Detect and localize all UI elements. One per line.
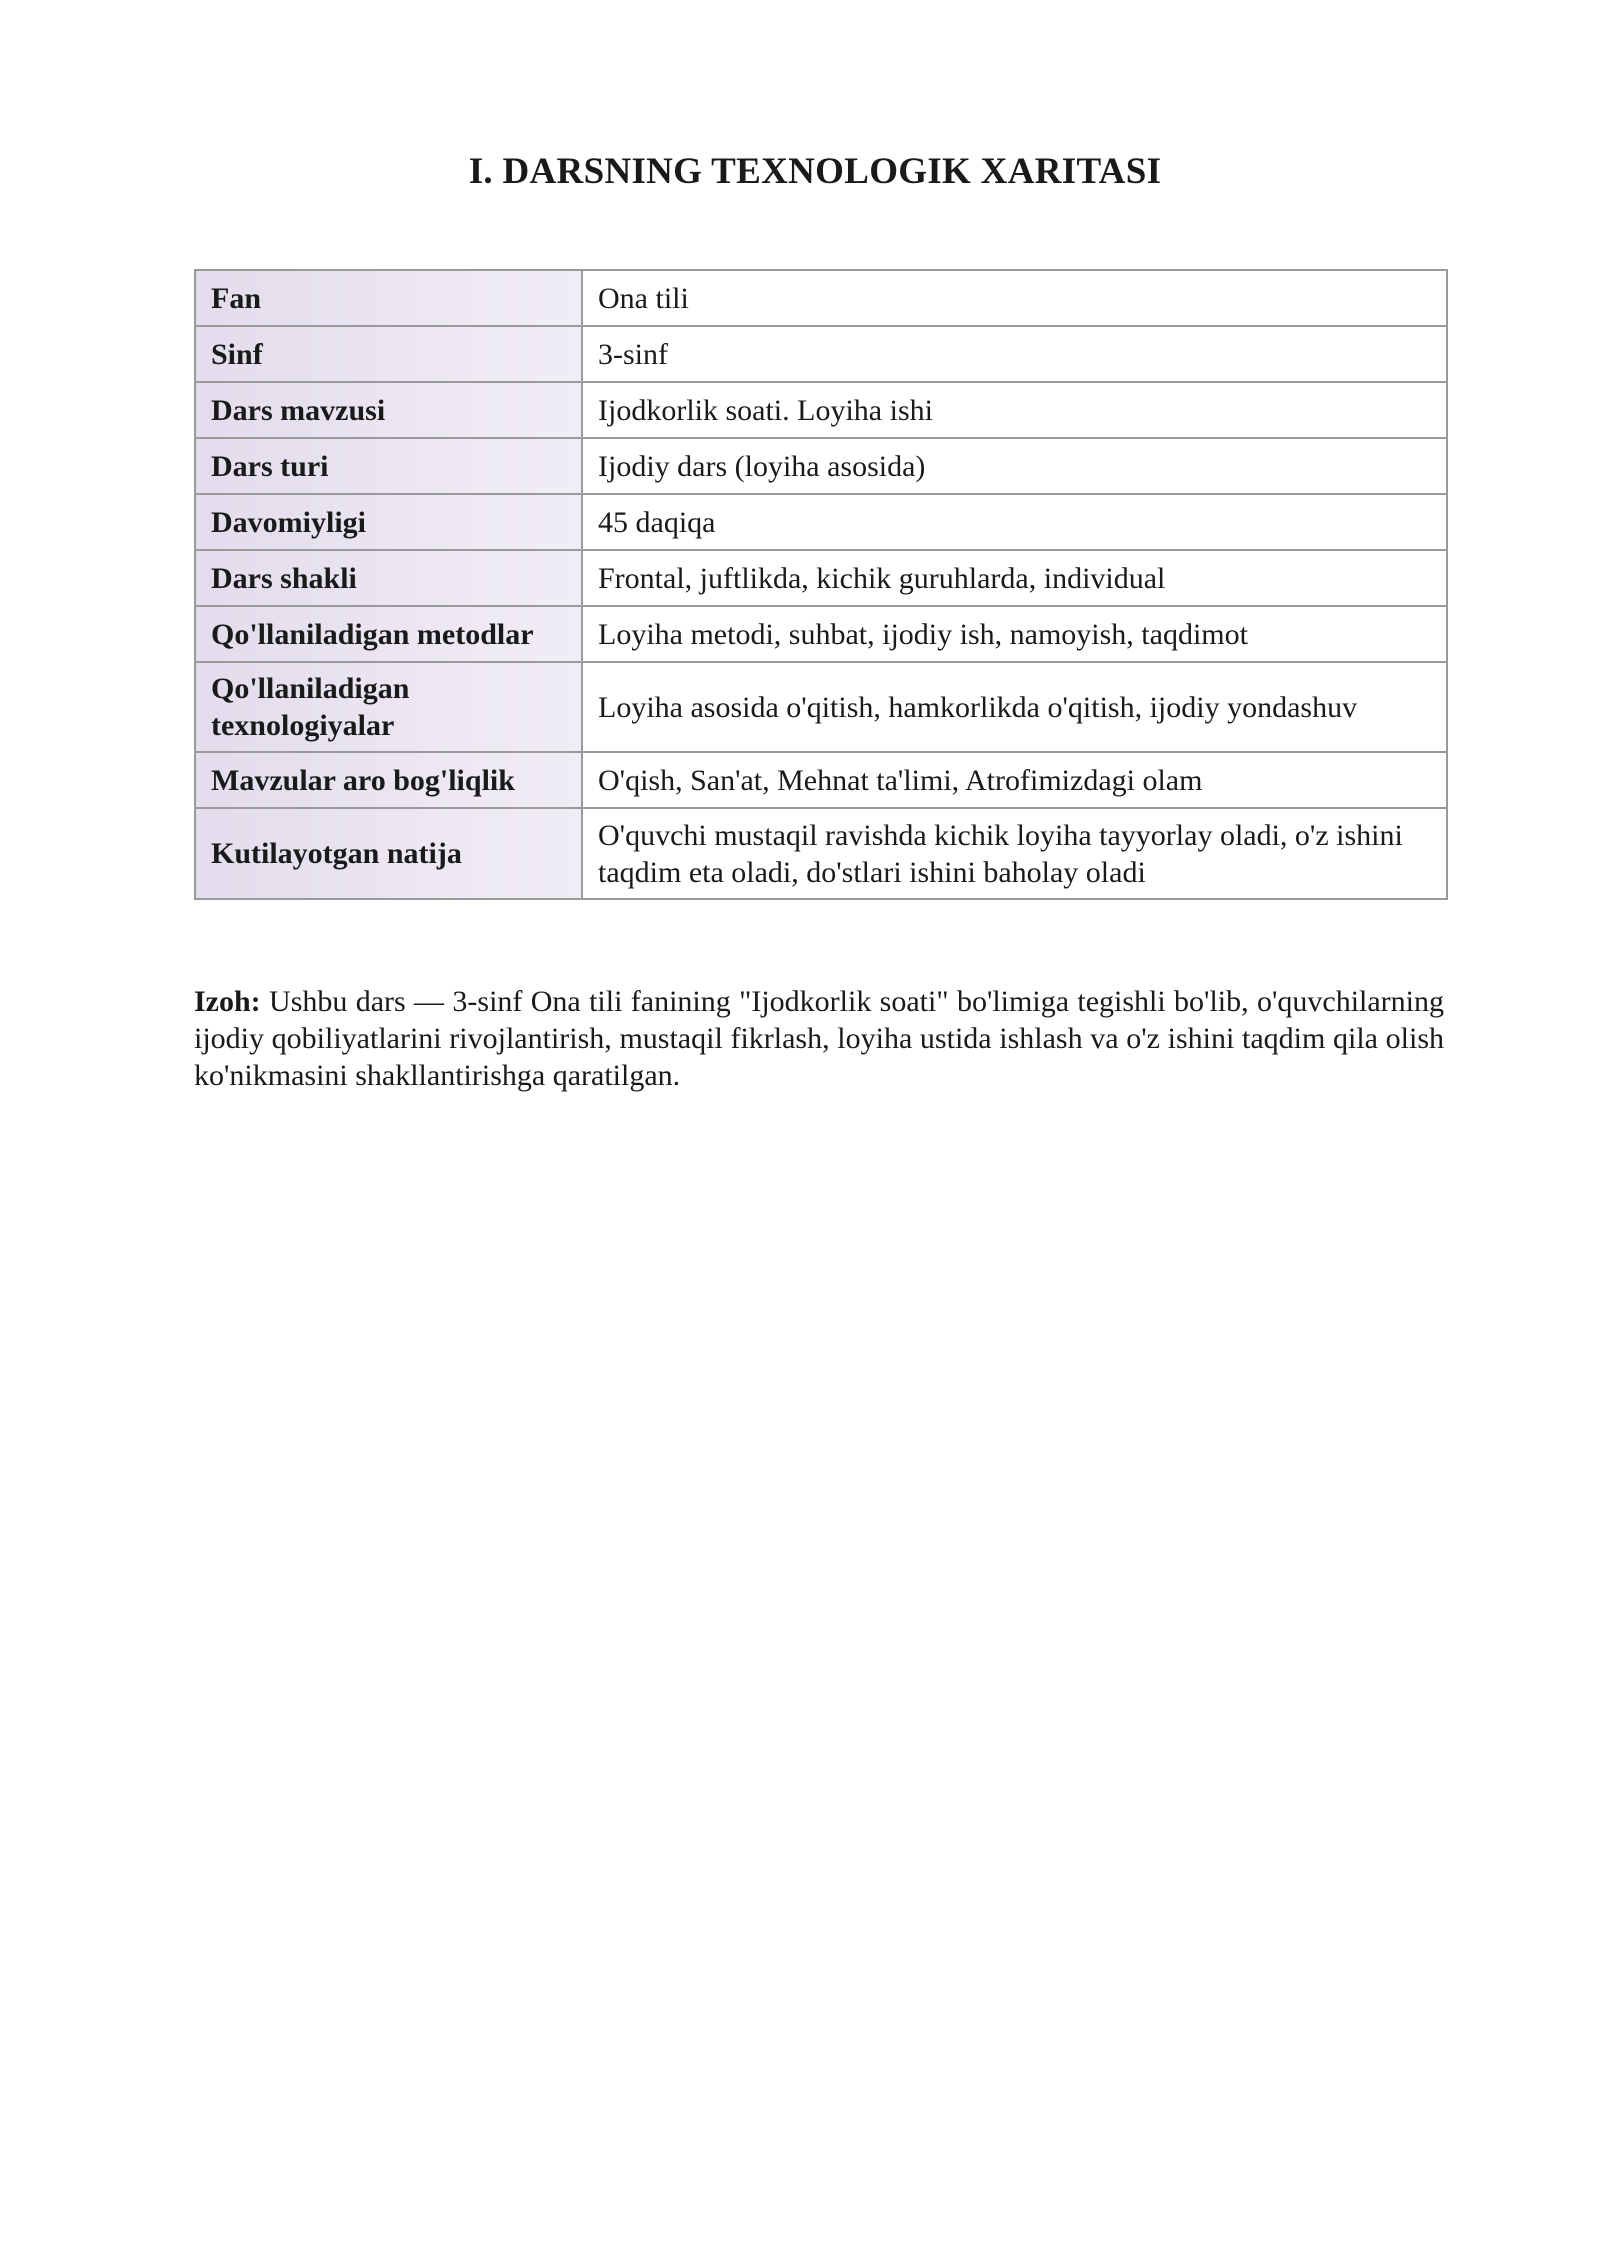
row-value-texnologiyalar: Loyiha asosida o'qitish, hamkorlikda o'qitish, ijodiy yondashuv: [582, 662, 1447, 752]
row-label-sinf: Sinf: [195, 326, 582, 382]
table-row: [195, 662, 1447, 752]
row-label-fan: Fan: [195, 270, 582, 326]
table-row: [195, 326, 1447, 382]
row-value-fan: Ona tili: [582, 270, 1447, 326]
row-label-natija: Kutilayotgan natija: [195, 808, 582, 899]
table-row: [195, 438, 1447, 494]
note-label: Izoh:: [194, 985, 261, 1018]
table-row: [195, 808, 1447, 899]
table-row: [195, 550, 1447, 606]
row-label-texnologiyalar: Qo'llaniladigan texnologiyalar: [195, 662, 582, 752]
row-label-dars-turi: Dars turi: [195, 438, 582, 494]
row-value-dars-mavzusi: Ijodkorlik soati. Loyiha ishi: [582, 382, 1447, 438]
row-value-metodlar: Loyiha metodi, suhbat, ijodiy ish, namoyish, taqdimot: [582, 606, 1447, 662]
row-value-sinf: 3-sinf: [582, 326, 1447, 382]
row-value-dars-shakli: Frontal, juftlikda, kichik guruhlarda, individual: [582, 550, 1447, 606]
row-value-davomiyligi: 45 daqiqa: [582, 494, 1447, 550]
table-row: [195, 606, 1447, 662]
row-value-natija: O'quvchi mustaqil ravishda kichik loyiha tayyorlay oladi, o'z ishini taqdim eta oladi, do'stlari ishini baholay oladi: [582, 808, 1447, 899]
row-label-metodlar: Qo'llaniladigan metodlar: [195, 606, 582, 662]
row-value-dars-turi: Ijodiy dars (loyiha asosida): [582, 438, 1447, 494]
table-row: [195, 752, 1447, 808]
row-label-dars-mavzusi: Dars mavzusi: [195, 382, 582, 438]
row-label-davomiyligi: Davomiyligi: [195, 494, 582, 550]
page-title: I. DARSNING TEXNOLOGIK XARITASI: [468, 151, 1162, 192]
table-row: [195, 494, 1447, 550]
table-row: [195, 270, 1447, 326]
row-label-bogliqlik: Mavzular aro bog'liqlik: [195, 752, 582, 808]
table-row: [195, 382, 1447, 438]
row-label-dars-shakli: Dars shakli: [195, 550, 582, 606]
technology-map-table: [194, 269, 1448, 900]
note-text: Ushbu dars — 3-sinf Ona tili fanining "Ijodkorlik soati" bo'limiga tegishli bo'lib, o'quvchilarning ijodiy qobiliyatlarini rivojlantirish, mustaqil fikrlash, loyiha ustida ishlash va o'z ishini taqdim qila olish ko'nikmasini shakllantirishga qaratilgan.: [194, 985, 1444, 1092]
row-value-bogliqlik: O'qish, San'at, Mehnat ta'limi, Atrofimizdagi olam: [582, 752, 1447, 808]
note-paragraph: [194, 983, 1444, 1094]
